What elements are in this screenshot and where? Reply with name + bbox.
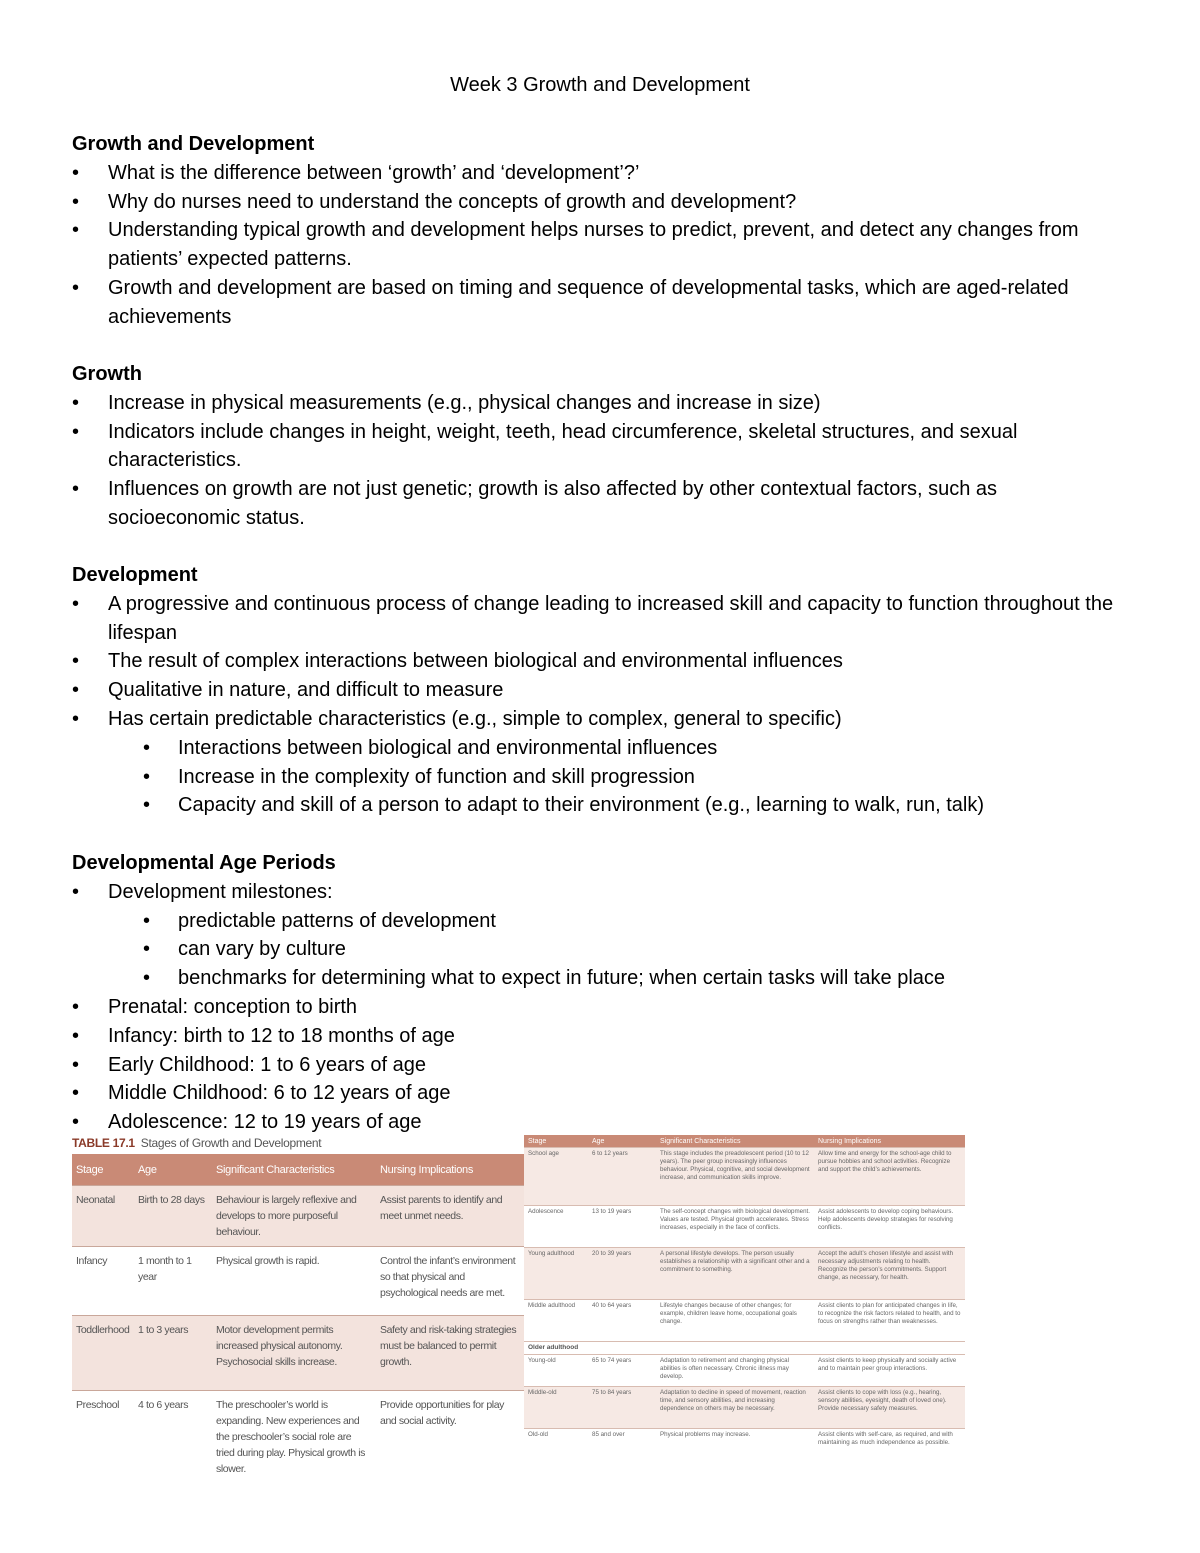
table-cell: Middle adulthood — [524, 1300, 588, 1342]
table-cell: Allow time and energy for the school-age child to pursue hobbies and school activities. Recognize and support the child’s achievements. — [814, 1148, 965, 1206]
table-cell: Assist clients to keep physically and socially active and to maintain peer group interactions. — [814, 1355, 965, 1387]
table-row — [72, 1186, 524, 1247]
list-item: • A progressive and continuous process of change leading to increased skill and capacity to function throughout the lifespan — [72, 590, 1132, 648]
list-item: • Indicators include changes in height, weight, teeth, head circumference, skeletal structures, and sexual characteristics. — [72, 418, 1132, 476]
table-cell: 40 to 64 years — [588, 1300, 656, 1342]
list-item: • Understanding typical growth and development helps nurses to predict, prevent, and detect any changes from patients’ expected patterns. — [72, 216, 1132, 274]
sub-list-item: • Interactions between biological and environmental influences — [72, 734, 1132, 763]
table-cell: Accept the adult’s chosen lifestyle and assist with necessary adjustments relating to health. Recognize the person’s commitments. Support change, as necessary, for health. — [814, 1248, 965, 1300]
table-cell: Adaptation to retirement and changing physical abilities is often necessary. Chronic illness may develop. — [656, 1355, 814, 1387]
table-cell: The preschooler’s world is expanding. New experiences and the preschooler’s social role are tried during play. Physical growth is slower. — [212, 1391, 376, 1484]
table-row — [72, 1247, 524, 1316]
table-cell: Toddlerhood — [72, 1316, 134, 1391]
table-cell: Assist clients with self-care, as required, and with maintaining as much independence as possible. — [814, 1429, 965, 1461]
table-header-cell: Age — [134, 1154, 212, 1186]
list-item: • Middle Childhood: 6 to 12 years of age — [72, 1079, 1132, 1108]
table-cell: 65 to 74 years — [588, 1355, 656, 1387]
list-item: • Growth and development are based on timing and sequence of developmental tasks, which are aged-related achievements — [72, 274, 1132, 332]
table-cell: Preschool — [72, 1391, 134, 1484]
table-cell: Physical problems may increase. — [656, 1429, 814, 1461]
table-row — [72, 1316, 524, 1391]
table-cell: 1 month to 1 year — [134, 1247, 212, 1316]
table-cell: Physical growth is rapid. — [212, 1247, 376, 1316]
sub-list-item: • can vary by culture — [72, 935, 1132, 964]
table-header-cell: Significant Characteristics — [212, 1154, 376, 1186]
sub-list-item: • predictable patterns of development — [72, 907, 1132, 936]
table-cell: Infancy — [72, 1247, 134, 1316]
table-cell: 6 to 12 years — [588, 1148, 656, 1206]
list-item: • Prenatal: conception to birth — [72, 993, 1132, 1022]
section-heading: Growth — [72, 363, 142, 385]
table-cell: 1 to 3 years — [134, 1316, 212, 1391]
table-cell: Adaptation to decline in speed of movement, reaction time, and sensory abilities, and increasing dependence on others may be necessary. — [656, 1387, 814, 1429]
list-item: • The result of complex interactions between biological and environmental influences — [72, 647, 1132, 676]
table-cell: Provide opportunities for play and social activity. — [376, 1391, 524, 1484]
table-cell: Assist parents to identify and meet unmet needs. — [376, 1186, 524, 1247]
table-cell: School age — [524, 1148, 588, 1206]
stages-table-continued — [524, 1135, 965, 1461]
table-cell: Assist clients to plan for anticipated changes in life, to recognize the risk factors related to health, and to focus on strengths rather than weaknesses. — [814, 1300, 965, 1342]
sub-list-item: • Capacity and skill of a person to adapt to their environment (e.g., learning to walk, run, talk) — [72, 791, 1132, 820]
table-cell: Adolescence — [524, 1206, 588, 1248]
list-item: • Qualitative in nature, and difficult to measure — [72, 676, 1132, 705]
section-developmental-age-periods — [72, 849, 1132, 1137]
table-cell: Young adulthood — [524, 1248, 588, 1300]
table-row — [524, 1300, 965, 1342]
table-cell: Assist clients to cope with loss (e.g., hearing, sensory abilities, eyesight, death of loved one). Provide necessary safety measures. — [814, 1387, 965, 1429]
stages-table — [72, 1154, 524, 1483]
table-header-cell: Significant Characteristics — [656, 1135, 814, 1148]
section-heading: Developmental Age Periods — [72, 852, 336, 874]
table-cell: Motor development permits increased physical autonomy. Psychosocial skills increase. — [212, 1316, 376, 1391]
list-item: • Infancy: birth to 12 to 18 months of age — [72, 1022, 1132, 1051]
table-cell: Lifestyle changes because of other changes; for example, children leave home, occupational goals change. — [656, 1300, 814, 1342]
table-cell: Old-old — [524, 1429, 588, 1461]
table-cell: Neonatal — [72, 1186, 134, 1247]
table-caption — [72, 1134, 524, 1154]
bullet-list — [72, 159, 1132, 332]
table-header-cell: Age — [588, 1135, 656, 1148]
bullet-list — [72, 878, 1132, 1137]
table-cell: 85 and over — [588, 1429, 656, 1461]
table-row — [524, 1355, 965, 1387]
table-row — [524, 1148, 965, 1206]
table-header-row — [72, 1154, 524, 1186]
sub-list-item: • benchmarks for determining what to expect in future; when certain tasks will take place — [72, 964, 1132, 993]
section-heading: Growth and Development — [72, 133, 315, 155]
list-item: • Development milestones: — [72, 878, 1132, 907]
list-item: • Has certain predictable characteristics (e.g., simple to complex, general to specific) — [72, 705, 1132, 734]
list-item: • Influences on growth are not just genetic; growth is also affected by other contextual factors, such as socioeconomic status. — [72, 475, 1132, 533]
table-cell: 20 to 39 years — [588, 1248, 656, 1300]
table-cell: Middle-old — [524, 1387, 588, 1429]
section-growth-and-development — [72, 130, 1132, 332]
list-item: • What is the difference between ‘growth’ and ‘development’?’ — [72, 159, 1132, 188]
list-item: • Increase in physical measurements (e.g., physical changes and increase in size) — [72, 389, 1132, 418]
list-item: • Adolescence: 12 to 19 years of age — [72, 1108, 1132, 1137]
table-caption-text: Stages of Growth and Development — [140, 1136, 322, 1150]
table-row — [72, 1391, 524, 1484]
table-cell: A personal lifestyle develops. The person usually establishes a relationship with a significant other and a commitment to something. — [656, 1248, 814, 1300]
table-row — [524, 1387, 965, 1429]
table-caption-number: TABLE 17.1 — [72, 1136, 135, 1150]
table-header-cell: Nursing Implications — [376, 1154, 524, 1186]
table-cell: Control the infant’s environment so that physical and psychological needs are met. — [376, 1247, 524, 1316]
table-cell: Behaviour is largely reflexive and develops to more purposeful behaviour. — [212, 1186, 376, 1247]
table-cell: Safety and risk-taking strategies must be balanced to permit growth. — [376, 1316, 524, 1391]
sub-list-item: • Increase in the complexity of function and skill progression — [72, 763, 1132, 792]
table-header-row — [524, 1135, 965, 1148]
table-header-cell: Stage — [72, 1154, 134, 1186]
table-cell: The self-concept changes with biological development. Values are tested. Physical growth accelerates. Stress increases, especially in the face of conflicts. — [656, 1206, 814, 1248]
table-header-cell: Nursing Implications — [814, 1135, 965, 1148]
section-heading: Development — [72, 564, 198, 586]
stages-table-part2 — [524, 1135, 965, 1461]
table-cell: 75 to 84 years — [588, 1387, 656, 1429]
document-title: Week 3 Growth and Development — [450, 74, 750, 96]
table-row — [524, 1206, 965, 1248]
table-cell: Young-old — [524, 1355, 588, 1387]
section-growth — [72, 360, 1132, 533]
table-cell: 4 to 6 years — [134, 1391, 212, 1484]
table-cell: This stage includes the preadolescent period (10 to 12 years). The peer group increasingly influences behaviour. Physical, cognitive, and social development increase, and communication skills improve. — [656, 1148, 814, 1206]
section-development — [72, 561, 1132, 820]
table-cell: 13 to 19 years — [588, 1206, 656, 1248]
table-cell: Assist adolescents to develop coping behaviours. Help adolescents develop strategies for resolving conflicts. — [814, 1206, 965, 1248]
table-group-row — [524, 1342, 965, 1355]
list-item: • Why do nurses need to understand the concepts of growth and development? — [72, 188, 1132, 217]
table-row — [524, 1248, 965, 1300]
table-header-cell: Stage — [524, 1135, 588, 1148]
bullet-list — [72, 389, 1132, 533]
table-cell: Birth to 28 days — [134, 1186, 212, 1247]
bullet-list — [72, 590, 1132, 820]
table-group-label: Older adulthood — [524, 1342, 965, 1355]
list-item: • Early Childhood: 1 to 6 years of age — [72, 1051, 1132, 1080]
stages-table-part1 — [72, 1134, 524, 1483]
table-row — [524, 1429, 965, 1461]
